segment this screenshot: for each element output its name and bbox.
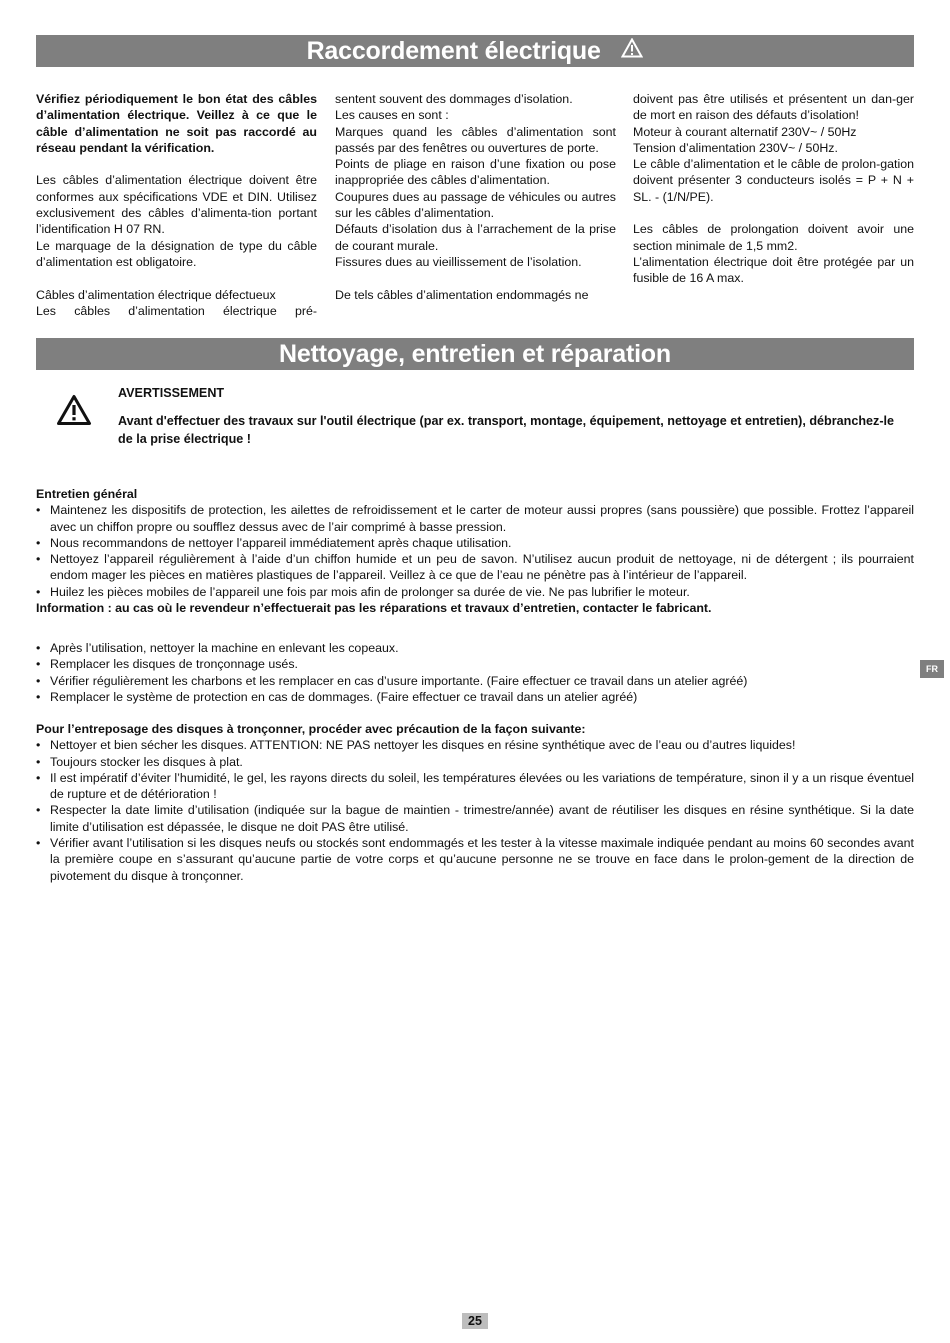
paragraph: Coupures dues au passage de véhicules ou autres sur les câbles d’alimentation. (335, 189, 616, 221)
list-item: • Toujours stocker les disques à plat. (36, 754, 243, 769)
list-item: • Nettoyez l’appareil régulièrement à l’aide d’un chiffon humide et un peu de savon. N’utilisez aucun produit de nettoyage, ni de détergent ; ils pourraient endom mager les pièces en matières plastiques de l’appareil. Veillez à ce que de l’eau ne pénètre pas à l’intérieur de l’appareil. (36, 552, 914, 583)
bullet-marker: • (36, 754, 41, 769)
bullet-marker: • (36, 836, 41, 851)
paragraph: sentent souvent des dommages d’isolation. (335, 92, 573, 106)
text-column-3 (633, 91, 914, 287)
bullet-marker: • (36, 552, 41, 567)
paragraph: Le marquage de la désignation de type du câble d’alimentation est obligatoire. (36, 238, 317, 269)
paragraph: Le câble d’alimentation et le câble de prolon-gation doivent présenter 3 conducteurs isolés = P + N + SL. - (1/N/PE). (633, 157, 914, 204)
section-banner-maintenance (36, 338, 914, 370)
bullet-list (36, 640, 914, 705)
bullet-marker: • (36, 657, 41, 672)
storage-section (36, 721, 914, 884)
list-item: • Vérifier avant l’utilisation si les disques neufs ou stockés sont endommagés et les tester à la vitesse maximale indiquée pendant au moins 60 secondes avant la première coupe en s’assurant qu’aucune partie de votre corps et qu’aucune personne ne se trouve en face dans le prolon-gement de la direction de pivotement du disque à tronçonner. (36, 836, 914, 883)
list-item: • Remplacer les disques de tronçonnage usés. (36, 657, 298, 672)
bullet-marker: • (36, 503, 41, 518)
bullet-marker: • (36, 673, 41, 688)
paragraph: De tels câbles d’alimentation endommagés ne (335, 287, 589, 302)
bullet-marker: • (36, 535, 41, 550)
bullet-marker: • (36, 738, 41, 753)
bullet-marker: • (36, 641, 41, 655)
bullet-marker: • (36, 803, 41, 818)
list-item: • Nous recommandons de nettoyer l’appareil immédiatement après chaque utilisation. (36, 535, 512, 550)
list-item: • Il est impératif d’éviter l’humidité, le gel, les rayons directs du soleil, les températures élevées ou les variations de température, sinon il y a un risque éventuel de rupture et de détérioration ! (36, 770, 914, 802)
warning-triangle-icon (621, 34, 643, 66)
warning-triangle-icon (56, 394, 92, 431)
warning-title: AVERTISSEMENT (118, 386, 225, 400)
list-item: • Respecter la date limite d’utilisation (indiquée sur la bague de maintien - trimestre/année) avant de réutiliser les disques en résine synthétique. Si la date limite d’utilisation est dépassée, le disque ne doit PAS être utilisé. (36, 803, 914, 834)
list-item: • Maintenez les dispositifs de protection, les ailettes de refroidissement et le carter de moteur aussi propres (sans poussière) que possible. Frottez l’appareil avec un chiffon propre ou soufflez dessus avec de l’air comprimé à basse pression. (36, 503, 914, 534)
list-item: • Huilez les pièces mobiles de l’appareil une fois par mois afin de prolonger sa durée de vie. Ne pas lubrifier le moteur. (36, 584, 690, 599)
section-heading: Entretien général (36, 487, 138, 501)
bullet-marker: • (36, 584, 41, 599)
bullet-list (36, 737, 914, 884)
paragraph: Défauts d’isolation dus à l’arrachement de la prise de courant murale. (335, 222, 616, 253)
paragraph: Câbles d’alimentation électrique défectueux (36, 287, 276, 302)
paragraph: Les câbles d’alimentation électrique doivent être conformes aux spécifications VDE et DIN. Utilisez exclusivement des câbles d’alimenta-tion portant l’identification H 07 RN. (36, 173, 317, 237)
list-item: • Vérifier régulièrement les charbons et les remplacer en cas d’usure importante. (Faire effectuer ce travail dans un atelier agréé) (36, 673, 748, 688)
paragraph: Marques quand les câbles d’alimentation sont passés par des fenêtres ou ouvertures de porte. (335, 124, 616, 155)
paragraph: Moteur à courant alternatif 230V~ / 50Hz (633, 124, 857, 139)
paragraph: Points de pliage en raison d’une fixation ou pose inappropriée des câbles d’alimentation. (335, 157, 616, 188)
language-tab: FR (920, 660, 944, 678)
section-title: Nettoyage, entretien et réparation (279, 340, 671, 368)
paragraph: Fissures dues au vieillissement de l’isolation. (335, 254, 582, 269)
list-item: • Après l’utilisation, nettoyer la machine en enlevant les copeaux. (36, 641, 399, 655)
warning-text: Avant d'effectuer des travaux sur l'outil électrique (par ex. transport, montage, équipement, nettoyage et entretien), débranchez-le de la prise électrique ! (118, 414, 895, 446)
bullet-list (36, 502, 914, 600)
page-number: 25 (462, 1313, 488, 1329)
after-use-section (36, 640, 914, 705)
bullet-marker: • (36, 689, 41, 704)
paragraph: doivent pas être utilisés et présentent un dan-ger de mort en raison des défauts d’isolation! (633, 92, 914, 123)
paragraph: Les câbles d’alimentation électrique pré- (36, 303, 317, 318)
text-column-2 (335, 91, 616, 303)
bullet-marker: • (36, 770, 41, 785)
paragraph: Les causes en sont : (335, 108, 449, 123)
information-note: Information : au cas où le revendeur n’effectuerait pas les réparations et travaux d’entretien, contacter le fabricant. (36, 601, 712, 616)
section-banner-electrical (36, 35, 914, 67)
section-title: Raccordement électrique (306, 37, 601, 65)
paragraph: Les câbles de prolongation doivent avoir une section minimale de 1,5 mm2. (633, 222, 914, 253)
section-heading: Pour l’entreposage des disques à tronçonner, procéder avec précaution de la façon suivante: (36, 722, 586, 736)
paragraph: Vérifiez périodiquement le bon état des câbles d’alimentation électrique. Veillez à ce que le câble d’alimentation ne soit pas raccordé au réseau pendant la vérification. (36, 92, 317, 155)
text-column-1 (36, 91, 317, 319)
list-item: • Remplacer le système de protection en cas de dommages. (Faire effectuer ce travail dans un atelier agréé) (36, 689, 638, 704)
list-item: • Nettoyer et bien sécher les disques. ATTENTION: NE PAS nettoyer les disques en résine synthétique avec de l’eau ou d’autres liquides! (36, 738, 796, 753)
general-maintenance-section (36, 486, 914, 616)
paragraph: Tension d’alimentation 230V~ / 50Hz. (633, 140, 838, 155)
paragraph: L’alimentation électrique doit être protégée par un fusible de 16 A max. (633, 254, 914, 286)
